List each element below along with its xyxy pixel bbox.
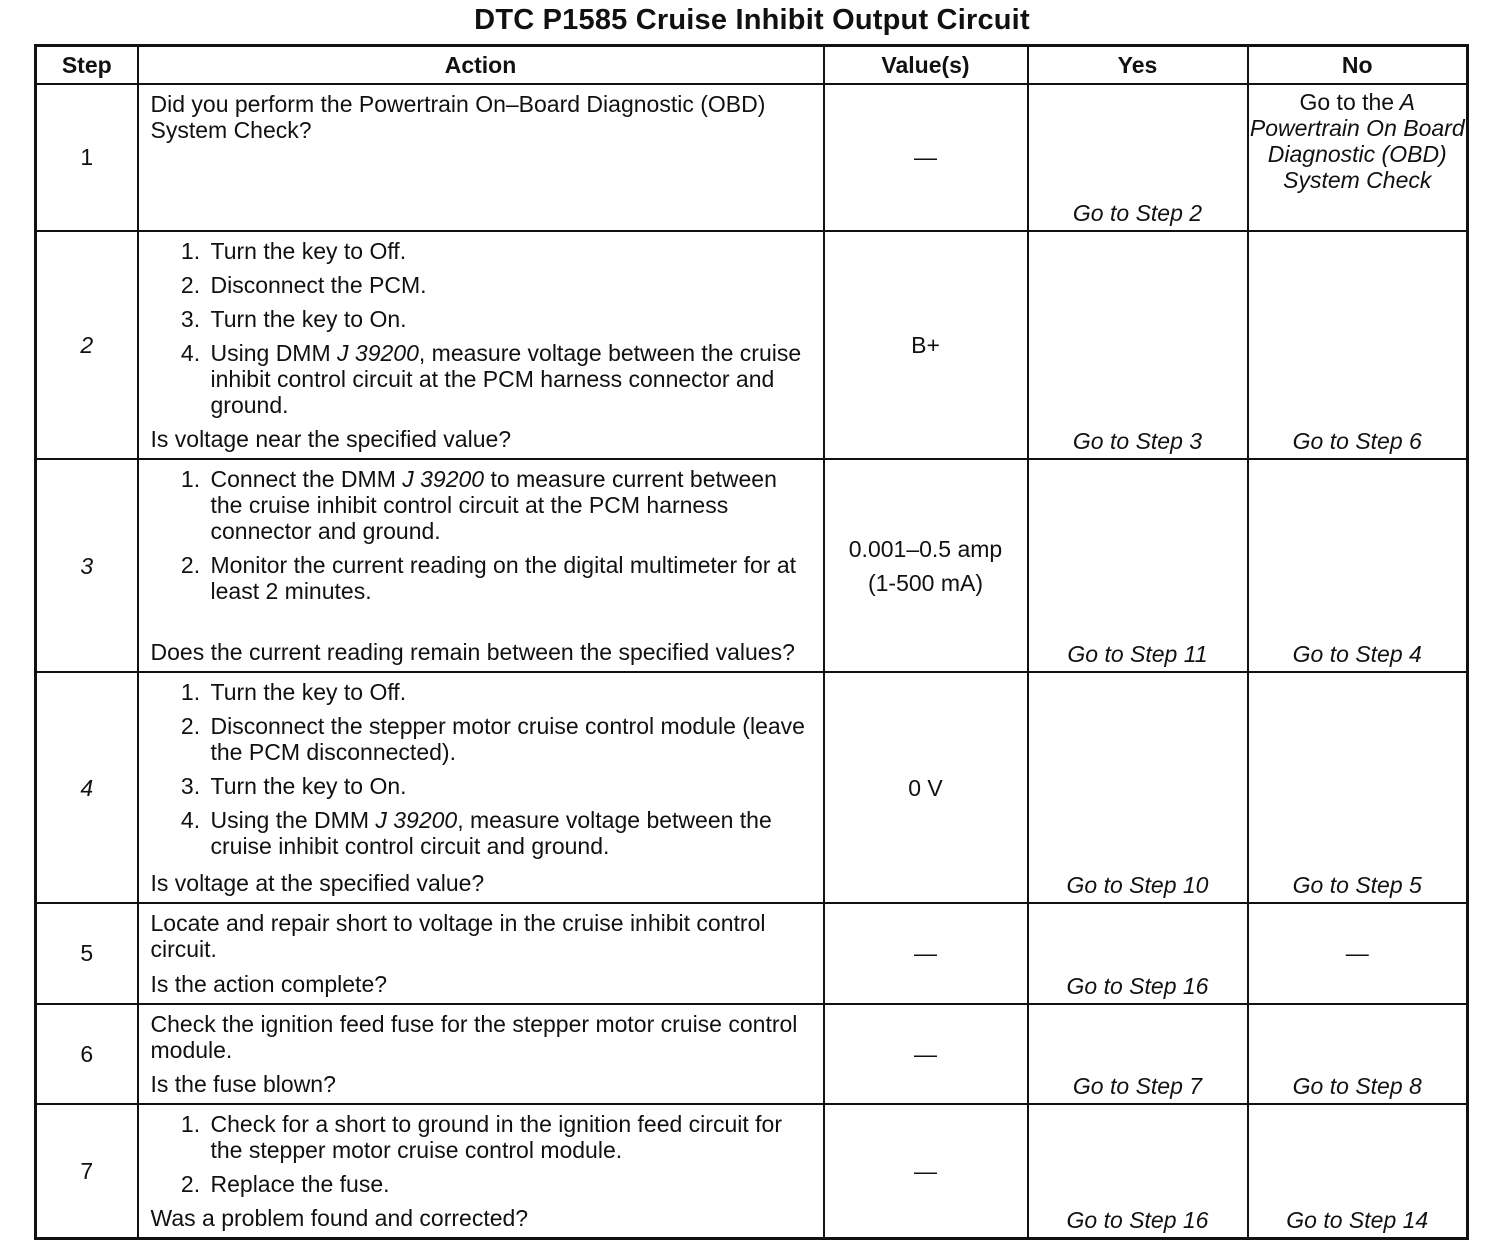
action-cell <box>138 459 824 672</box>
action-item <box>207 807 813 859</box>
yes-cell: Go to Step 3 <box>1028 231 1248 460</box>
action-item: 2. Replace the fuse. <box>207 1171 813 1197</box>
no-prefix: Go to the <box>1299 89 1395 115</box>
table-row <box>36 903 1468 1003</box>
no-reference: A Powertrain On Board Diagnostic (OBD) System Check <box>1249 89 1465 193</box>
table-row <box>36 231 1468 460</box>
action-list <box>151 466 813 610</box>
action-question: Is voltage at the specified value? <box>150 870 485 897</box>
yes-cell: Go to Step 16 <box>1028 1104 1248 1239</box>
yes-cell: Go to Step 2 <box>1028 84 1248 231</box>
value-cell: 0 V <box>824 672 1028 903</box>
action-item <box>207 466 813 544</box>
tool-reference: J 39200 <box>375 807 458 834</box>
action-question: Is the action complete? <box>150 970 388 997</box>
value-cell <box>824 459 1028 672</box>
no-cell: Go to Step 4 <box>1248 459 1468 672</box>
header-action: Action <box>138 46 824 85</box>
action-item-text: to measure current between the cruise inhibit control circuit at the PCM harness connector and ground. <box>210 466 777 545</box>
yes-cell: Go to Step 16 <box>1028 903 1248 1003</box>
action-cell <box>138 231 824 460</box>
action-question: Is voltage near the specified value? <box>150 426 512 453</box>
yes-cell: Go to Step 10 <box>1028 672 1248 903</box>
action-question: Was a problem found and corrected? <box>150 1205 529 1231</box>
value-cell: — <box>824 903 1028 1003</box>
action-list <box>151 238 813 424</box>
action-item-text: Using the DMM <box>210 807 376 834</box>
yes-cell: Go to Step 7 <box>1028 1004 1248 1104</box>
action-cell <box>138 84 824 231</box>
no-cell: Go to Step 5 <box>1248 672 1468 903</box>
step-number: 2 <box>36 231 138 460</box>
action-item: 1. Turn the key to Off. <box>207 679 813 705</box>
action-cell <box>138 1004 824 1104</box>
step-number: 1 <box>36 84 138 231</box>
no-cell: Go to Step 8 <box>1248 1004 1468 1104</box>
step-number: 5 <box>36 903 138 1003</box>
table-title: DTC P1585 Cruise Inhibit Output Circuit <box>474 4 1030 36</box>
step-number: 6 <box>36 1004 138 1104</box>
no-cell <box>1248 84 1468 231</box>
header-yes: Yes <box>1028 46 1248 85</box>
action-question: Is the fuse blown? <box>150 1070 336 1097</box>
table-row <box>36 1004 1468 1104</box>
action-item-text: , measure voltage between the cruise inhibit control circuit at the PCM harness connector and ground. <box>210 339 802 418</box>
action-item: 2. Disconnect the PCM. <box>207 272 813 298</box>
action-item-text: Connect the DMM <box>210 466 403 493</box>
step-number: 7 <box>36 1104 138 1239</box>
yes-cell: Go to Step 11 <box>1028 459 1248 672</box>
step-number: 3 <box>36 459 138 672</box>
action-list <box>151 1111 813 1203</box>
value-line: (1-500 mA) <box>867 569 984 596</box>
action-item: 2. Monitor the current reading on the digital multimeter for at least 2 minutes. <box>207 552 813 604</box>
diagnostic-table <box>34 44 1469 1240</box>
action-item: 3. Turn the key to On. <box>207 773 813 799</box>
action-item: 1. Turn the key to Off. <box>207 238 813 264</box>
table-row <box>36 84 1468 231</box>
action-cell <box>138 1104 824 1239</box>
tool-reference: J 39200 <box>402 466 485 493</box>
action-text: Check the ignition feed fuse for the stepper motor cruise control module. <box>150 1010 798 1063</box>
action-text: Locate and repair short to voltage in the cruise inhibit control circuit. <box>150 910 766 963</box>
no-cell: Go to Step 6 <box>1248 231 1468 460</box>
action-list <box>151 679 813 865</box>
action-item: 1. Check for a short to ground in the ignition feed circuit for the stepper motor cruise control module. <box>207 1111 813 1163</box>
table-row <box>36 1104 1468 1239</box>
action-cell <box>138 672 824 903</box>
no-cell: Go to Step 14 <box>1248 1104 1468 1239</box>
table-row <box>36 672 1468 903</box>
step-number: 4 <box>36 672 138 903</box>
value-line: 0.001–0.5 amp <box>848 535 1003 562</box>
table-row <box>36 459 1468 672</box>
header-value: Value(s) <box>824 46 1028 85</box>
action-item: 2. Disconnect the stepper motor cruise control module (leave the PCM disconnected). <box>207 713 813 765</box>
header-row <box>36 46 1468 85</box>
action-item-text: Using DMM <box>210 339 338 366</box>
value-cell: B+ <box>824 231 1028 460</box>
value-cell: — <box>824 1004 1028 1104</box>
action-item-text: , measure voltage between the cruise inhibit control circuit and ground. <box>210 807 772 860</box>
no-cell: — <box>1248 903 1468 1003</box>
action-question: Does the current reading remain between the specified values? <box>150 639 795 666</box>
header-step: Step <box>36 46 138 85</box>
value-cell: — <box>824 84 1028 231</box>
action-item: 3. Turn the key to On. <box>207 306 813 332</box>
header-no: No <box>1248 46 1468 85</box>
value-cell: — <box>824 1104 1028 1239</box>
action-item <box>207 340 813 418</box>
tool-reference: J 39200 <box>337 339 419 366</box>
action-text: Did you perform the Powertrain On–Board Diagnostic (OBD) System Check? <box>150 91 766 143</box>
action-cell <box>138 903 824 1003</box>
